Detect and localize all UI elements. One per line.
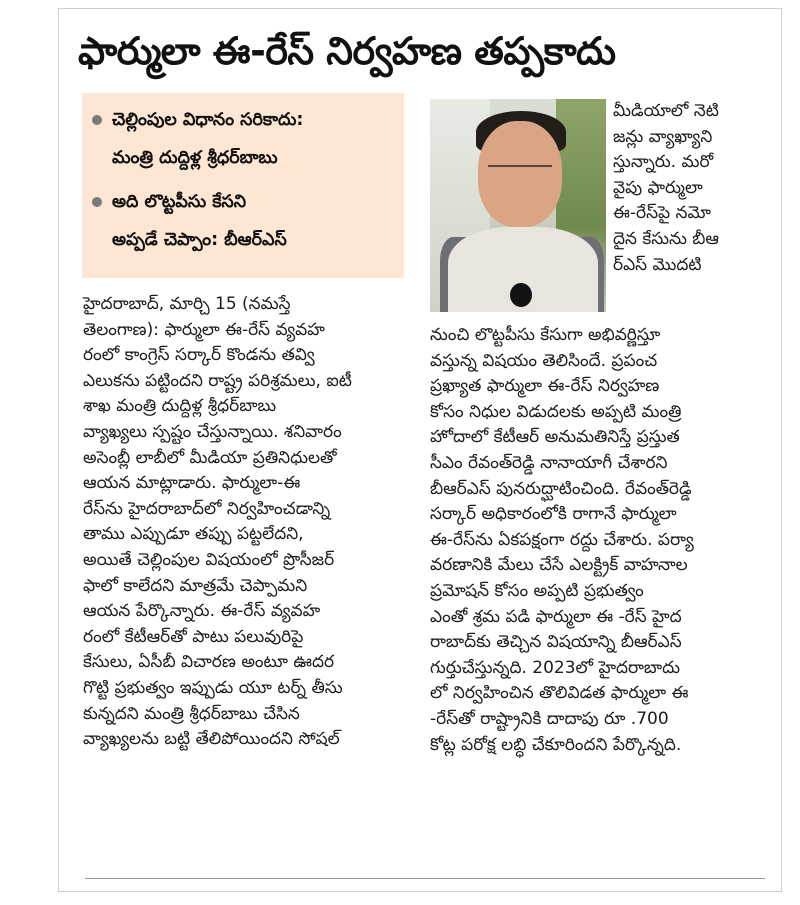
article-line: వ్యాఖ్యలు స్పష్టం చేస్తున్నాయి. శనివారం [83, 421, 342, 442]
article-line: తెలంగాణ): ఫార్ములా ఈ-రేస్ వ్యవహ [83, 319, 325, 340]
article-line: స్తున్నారు. మరో [613, 152, 714, 173]
article-line: అయితే చెల్లింపుల విషయంలో ప్రొసీజర్ [83, 549, 335, 570]
article-line: రంలో కాంగ్రెస్ సర్కార్ కొండను తవ్వి [83, 345, 315, 366]
article-line: సీఎం రేవంత్‌రెడ్డి నానాయాగీ చేశారని [430, 452, 668, 473]
highlights-box [82, 93, 404, 278]
highlight-line: అది లొట్టపీసు కేసని [112, 192, 247, 212]
bullet-icon [92, 197, 102, 207]
article-line: కోసం నిధుల విడుదలకు అప్పటి మంత్రి [430, 401, 682, 422]
article-line: ఎంతో శ్రమ పడి ఫార్ములా ఈ -రేస్ హైద [430, 606, 682, 627]
article-line: హైదరాబాద్, మార్చి 15 (నమస్తే [83, 294, 291, 314]
article-line: ప్రఖ్యాత ఫార్ములా ఈ-రేస్ నిర్వహణ [430, 376, 660, 397]
article-line: కున్నదని మంత్రి శ్రీధర్‌బాబు చేసిన [83, 703, 300, 724]
article-line: జన్లు వ్యాఖ్యాని [613, 126, 713, 147]
article-line: శాఖ మంత్రి దుద్దిళ్ల శ్రీధర్‌బాబు [83, 396, 277, 417]
bottom-divider [85, 878, 765, 879]
microphone-icon [510, 283, 532, 307]
highlight-line: చెల్లింపుల విధానం సరికాదు: [112, 110, 304, 130]
highlight-item [92, 101, 394, 177]
article-line: ఫాలో కాలేదని మాత్రమే చెప్పామని [83, 575, 308, 596]
article-line: వ్యాఖ్యలను బట్టి తేలిపోయిందని సోషల్ [83, 729, 340, 750]
highlight-line: మంత్రి దుద్దిళ్ల శ్రీధర్‌బాబు [112, 148, 278, 168]
article-line: వైపు ఫార్ములా [613, 177, 703, 198]
article-line: ఈ-రేస్‌ను ఏకపక్షంగా రద్దు చేశారు. పర్యా [430, 529, 694, 550]
article-line: ఎలుకను పట్టిందని రాష్ట్ర పరిశ్రమలు, ఐటీ [83, 370, 352, 391]
article-line: అసెంబ్లీ లాబీలో మీడియా ప్రతినిధులతో [83, 447, 337, 468]
article-line: రంలో కేటీఆర్‌తో పాటు పలువురిపై [83, 626, 304, 647]
bullet-icon [92, 115, 102, 125]
article-column-right-top [613, 99, 773, 278]
article-line: ఆయన పేర్కొన్నారు. ఈ-రేస్ వ్యవహ [83, 601, 321, 622]
article-line: కేసులు, ఏసీబీ విచారణ అంటూ ఊదర [83, 652, 335, 673]
article-line: కోట్ల పరోక్ష లబ్ధి చేకూరిందని పేర్కొన్నది. [430, 734, 682, 755]
article-line: ప్రమోషన్ కోసం అప్పటి ప్రభుత్వం [430, 580, 644, 601]
article-line: నుంచి లొట్టపీసు కేసుగా అభివర్ణిస్తూ [430, 325, 661, 345]
article-line: ఈ-రేస్‌పై నమో [613, 203, 711, 224]
highlight-item [92, 183, 394, 259]
article-line: గుర్తుచేస్తున్నది. 2023లో హైదరాబాదు [430, 657, 681, 678]
article-line: లో నిర్వహించిన తొలివిడత ఫార్ములా ఈ [430, 683, 689, 704]
article-line: రేస్‌ను హైదరాబాద్‌లో నిర్వహించడాన్ని [83, 498, 331, 519]
article-line: హోదాలో కేటీఆర్ అనుమతినిస్తే ప్రస్తుత [430, 427, 680, 448]
article-line: తాము ఎప్పుడూ తప్పు పట్టలేదని, [83, 524, 304, 545]
article-line: వరణానికి మేలు చేసే ఎలక్ట్రిక్ వాహనాల [430, 555, 688, 576]
article-line: -రేస్‌తో రాష్ట్రానికి దాదాపు రూ .700 [430, 708, 669, 729]
headline: ఫార్ములా ఈ-రేస్ నిర్వహణ తప్పకాదు [78, 29, 616, 73]
portrait-photo [430, 99, 606, 312]
article-line: బీఆర్ఎస్ పునరుద్ఘాటించింది. రేవంత్‌రెడ్డి [430, 478, 692, 499]
article-line: ఆయన మాట్లాడారు. ఫార్ములా-ఈ [83, 473, 301, 494]
article-line: ర్ఎస్ మొదటి [613, 254, 702, 275]
article-line: గొట్టి ప్రభుత్వం ఇప్పుడు యూ టర్న్ తీసు [83, 677, 343, 698]
article-line: దైన కేసును బీఆ [613, 228, 719, 249]
article-line: సర్కార్ అధికారంలోకి రాగానే ఫార్ములా [430, 504, 677, 525]
article-column-left [83, 292, 411, 753]
article-line: మీడియాలో నెటి [613, 101, 719, 121]
article-line: రాబాద్‌కు తెచ్చిన విషయాన్ని బీఆర్ఎస్ [430, 632, 682, 653]
article-column-right [430, 323, 775, 758]
article-line: వస్తున్న విషయం తెలిసిందే. ప్రపంచ [430, 350, 658, 371]
highlight-line: అప్పడే చెప్పాం: బీఆర్ఎస్ [112, 230, 287, 250]
